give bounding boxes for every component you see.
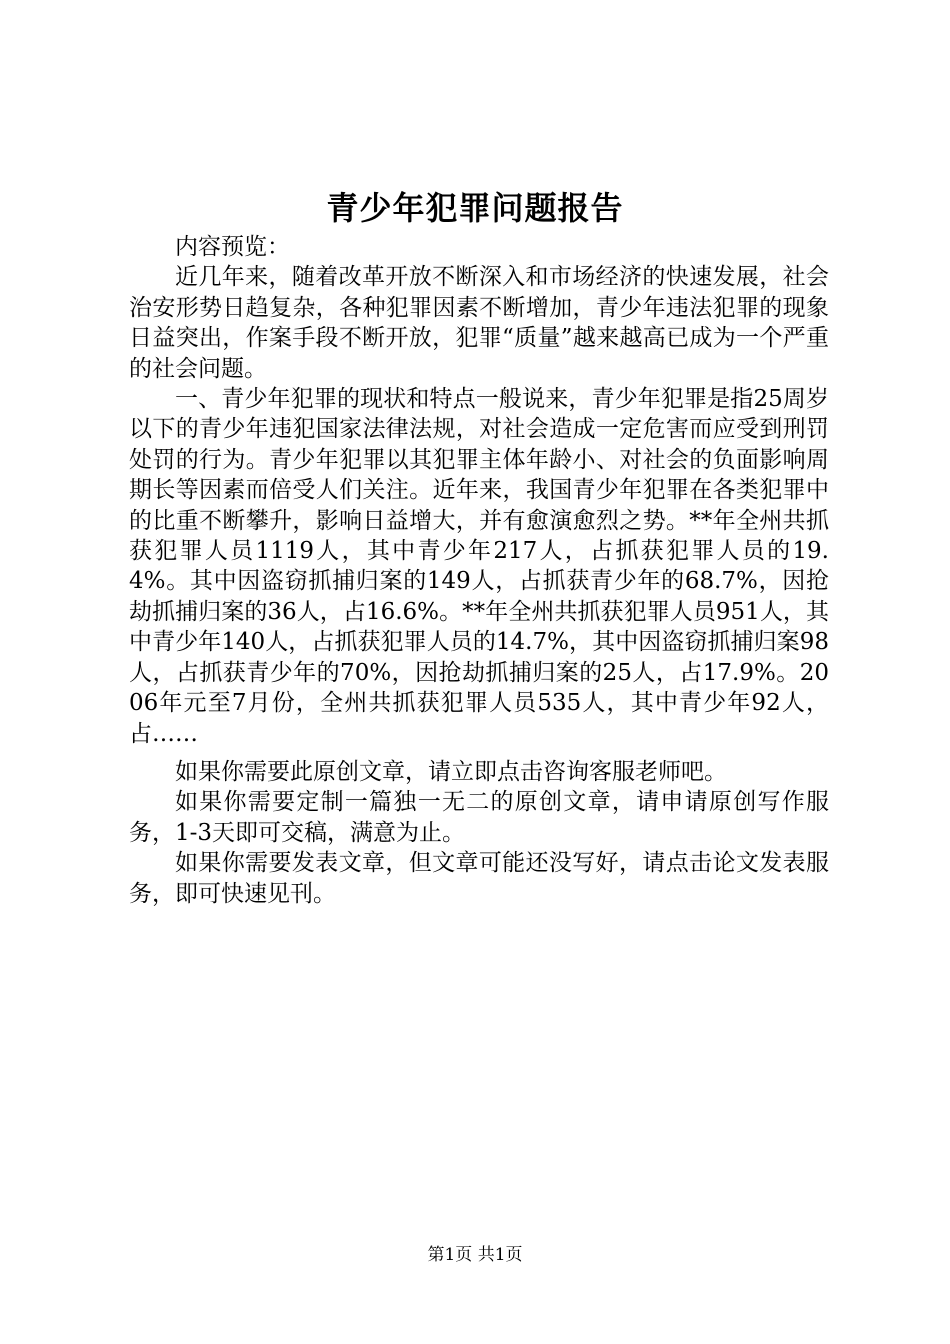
document-title: 青少年犯罪问题报告 bbox=[326, 189, 624, 227]
document-body bbox=[129, 232, 829, 909]
intro-paragraph: 近几年来，随着改革开放不断深入和市场经济的快速发展，社会治安形势日趋复杂，各种犯罪因素不断增加，青少年违法犯罪的现象日益突出，作案手段不断开放，犯罪“质量”越来越高已成为一个严重的社会问题。 bbox=[129, 264, 829, 382]
page-footer: 第1页 共1页 bbox=[427, 1245, 523, 1265]
service-note-consult: 如果你需要此原创文章，请立即点击咨询客服老师吧。 bbox=[175, 758, 727, 785]
preview-label: 内容预览： bbox=[175, 234, 290, 260]
service-note-custom: 如果你需要定制一篇独一无二的原创文章，请申请原创写作服务，1-3天即可交稿，满意为止。 bbox=[129, 789, 829, 846]
status-paragraph: 一、青少年犯罪的现状和特点一般说来，青少年犯罪是指25周岁以下的青少年违犯国家法律法规，对社会造成一定危害而应受到刑罚处罚的行为。青少年犯罪以其犯罪主体年龄小、对社会的负面影响周期长等因素而倍受人们关注。近年来，我国青少年犯罪在各类犯罪中的比重不断攀升，影响日益增大，并有愈演愈烈之势。**年全州共抓获犯罪人员1119人，其中青少年217人，占抓获犯罪人员的19.4%。其中因盗窃抓捕归案的149人，占抓获青少年的68.7%，因抢劫抓捕归案的36人，占16.6%。**年全州共抓获犯罪人员951人，其中青少年140人，占抓获犯罪人员的14.7%，其中因盗窃抓捕归案98人，占抓获青少年的70%，因抢劫抓捕归案的25人，占17.9%。2006年元至7月份，全州共抓获犯罪人员535人，其中青少年92人，占…… bbox=[129, 386, 829, 747]
service-note-publish: 如果你需要发表文章，但文章可能还没写好，请点击论文发表服务，即可快速见刊。 bbox=[129, 850, 829, 907]
